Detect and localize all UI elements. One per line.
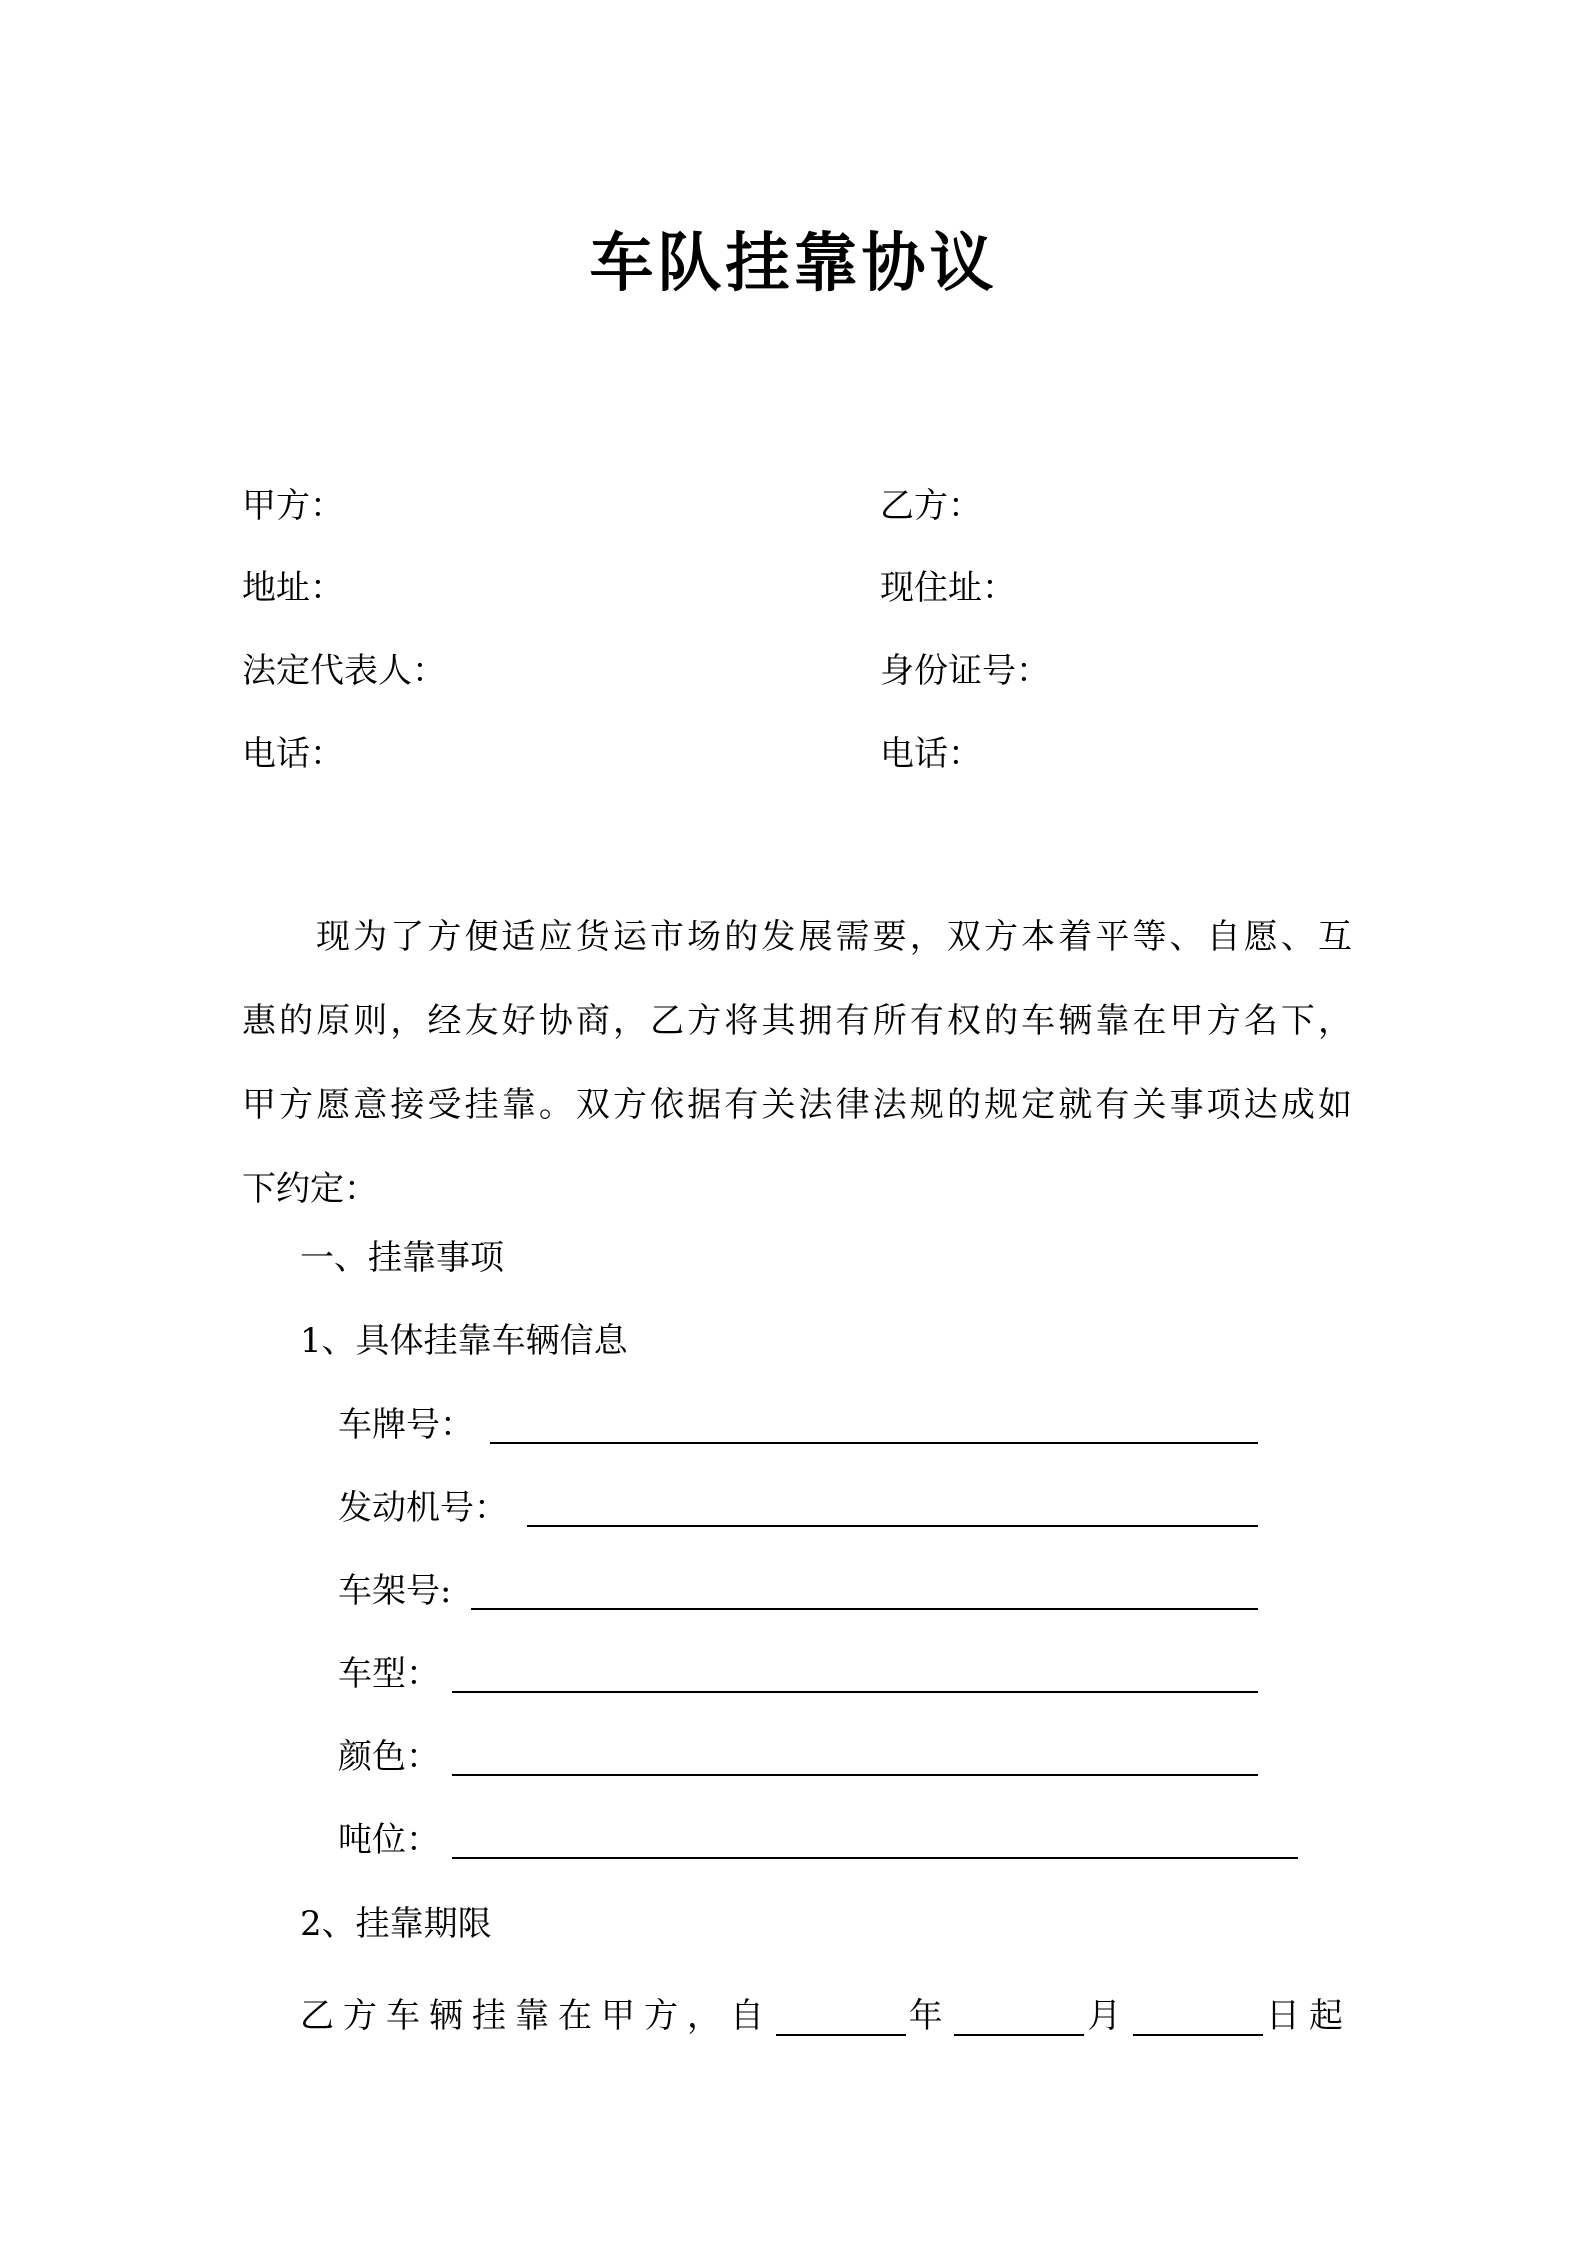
- party-a-address: 地址：: [242, 568, 344, 608]
- engine-number-line: [527, 1525, 1258, 1527]
- party-a-representative: 法定代表人：: [242, 651, 446, 691]
- intro-line: 甲方愿意接受挂靠。双方依据有关法律法规的规定就有关事项达成如: [242, 1085, 1352, 1125]
- item-heading: 2、挂靠期限: [300, 1904, 492, 1944]
- intro-paragraph: [242, 895, 1352, 1231]
- intro-line: 现为了方便适应货运市场的发展需要，双方本着平等、自愿、互: [316, 917, 1352, 957]
- intro-line: 下约定：: [242, 1169, 378, 1209]
- party-b-name: 乙方：: [880, 486, 982, 526]
- section-heading: 一、挂靠事项: [300, 1238, 504, 1278]
- party-b-phone: 电话：: [880, 734, 982, 774]
- plate-number-label: 车牌号：: [338, 1405, 474, 1445]
- frame-number-line: [471, 1608, 1258, 1610]
- party-b-id-number: 身份证号：: [880, 651, 1050, 691]
- engine-number-label: 发动机号：: [338, 1488, 508, 1528]
- day-label: 日起: [1265, 1996, 1352, 2036]
- day-blank: [1133, 1998, 1263, 2036]
- year-blank: [776, 1998, 906, 2036]
- month-blank: [954, 1998, 1084, 2036]
- intro-line: 惠的原则，经友好协商，乙方将其拥有所有权的车辆靠在甲方名下，: [242, 1001, 1352, 1041]
- party-b-address: 现住址：: [880, 568, 1016, 608]
- color-label: 颜色：: [338, 1737, 440, 1777]
- tonnage-line: [452, 1857, 1298, 1859]
- period-line: [300, 1990, 1352, 2036]
- vehicle-type-line: [452, 1691, 1258, 1693]
- tonnage-label: 吨位：: [338, 1820, 440, 1860]
- vehicle-type-label: 车型：: [338, 1654, 440, 1694]
- color-line: [452, 1774, 1258, 1776]
- plate-number-line: [490, 1442, 1258, 1444]
- period-prefix: 乙方车辆挂靠在甲方，自: [300, 1996, 773, 2036]
- party-a-name: 甲方：: [242, 486, 344, 526]
- frame-number-label: 车架号:: [338, 1571, 452, 1611]
- item-heading: 1、具体挂靠车辆信息: [300, 1321, 628, 1361]
- document-title: 车队挂靠协议: [589, 227, 998, 301]
- year-label: 年: [908, 1996, 952, 2036]
- party-a-phone: 电话：: [242, 734, 344, 774]
- month-label: 月: [1087, 1996, 1131, 2036]
